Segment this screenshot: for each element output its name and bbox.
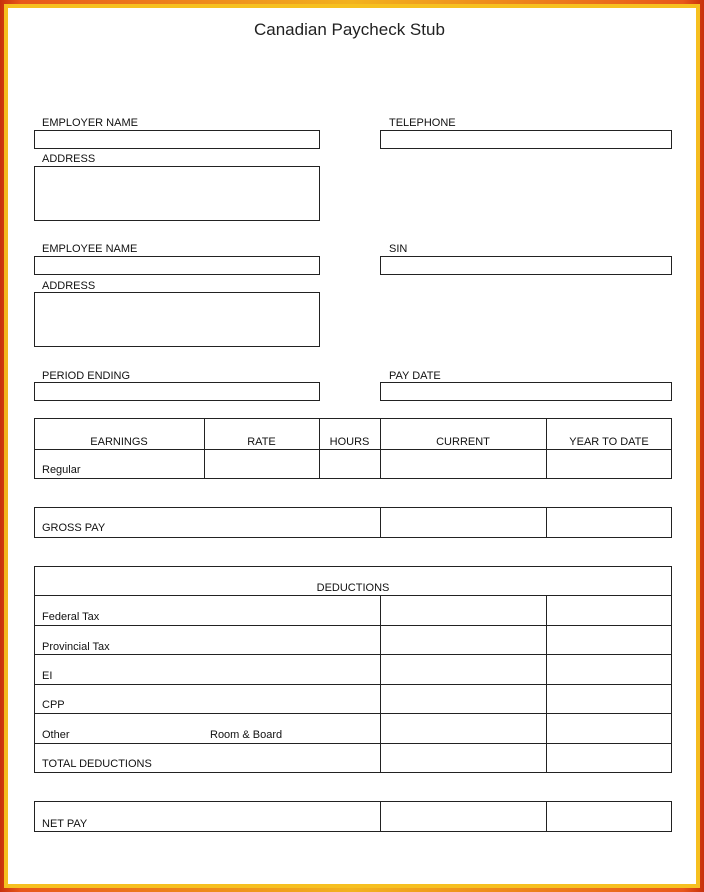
gross-pay-divider [546, 507, 547, 538]
ei-label: EI [42, 670, 53, 682]
earnings-header: EARNINGS [90, 436, 148, 448]
form-title: Canadian Paycheck Stub [254, 20, 445, 39]
pay-date-field[interactable] [380, 382, 672, 401]
employee-name-label: EMPLOYEE NAME [42, 243, 138, 255]
federal-tax-label: Federal Tax [42, 611, 100, 623]
deductions-header: DEDUCTIONS [316, 582, 390, 594]
pay-date-label: PAY DATE [389, 370, 441, 382]
employer-address-field[interactable] [34, 166, 320, 221]
other-label: Other [42, 729, 70, 741]
period-ending-field[interactable] [34, 382, 320, 401]
sin-field[interactable] [380, 256, 672, 275]
rate-header: RATE [247, 436, 276, 448]
telephone-field[interactable] [380, 130, 672, 149]
ytd-header: YEAR TO DATE [569, 436, 649, 448]
cpp-label: CPP [42, 699, 65, 711]
gross-pay-row [34, 507, 672, 538]
deductions-header-rule [34, 595, 672, 596]
employer-name-label: EMPLOYER NAME [42, 117, 138, 129]
employee-name-field[interactable] [34, 256, 320, 275]
hours-header: HOURS [329, 436, 370, 448]
room-and-board-label: Room & Board [210, 729, 283, 741]
deductions-row-rule [34, 713, 672, 714]
telephone-label: TELEPHONE [389, 117, 456, 129]
provincial-tax-label: Provincial Tax [42, 641, 110, 653]
net-pay-row [34, 801, 672, 832]
earnings-header-rule [34, 449, 672, 450]
net-pay-divider [380, 801, 381, 832]
net-pay-label: NET PAY [42, 818, 88, 830]
deductions-row-rule [34, 684, 672, 685]
gross-pay-label: GROSS PAY [42, 522, 106, 534]
deductions-row-rule [34, 654, 672, 655]
employer-name-field[interactable] [34, 130, 320, 149]
period-ending-label: PERIOD ENDING [42, 370, 131, 382]
deductions-row-rule [34, 625, 672, 626]
total-deductions-label: TOTAL DEDUCTIONS [42, 758, 152, 770]
employee-address-field[interactable] [34, 292, 320, 347]
deductions-table [34, 566, 672, 773]
net-pay-divider [546, 801, 547, 832]
regular-row-label: Regular [42, 464, 81, 476]
employer-address-label: ADDRESS [42, 153, 96, 165]
current-header: CURRENT [436, 436, 490, 448]
deductions-row-rule [34, 743, 672, 744]
gross-pay-divider [380, 507, 381, 538]
employee-address-label: ADDRESS [42, 280, 96, 292]
sin-label: SIN [389, 243, 408, 255]
